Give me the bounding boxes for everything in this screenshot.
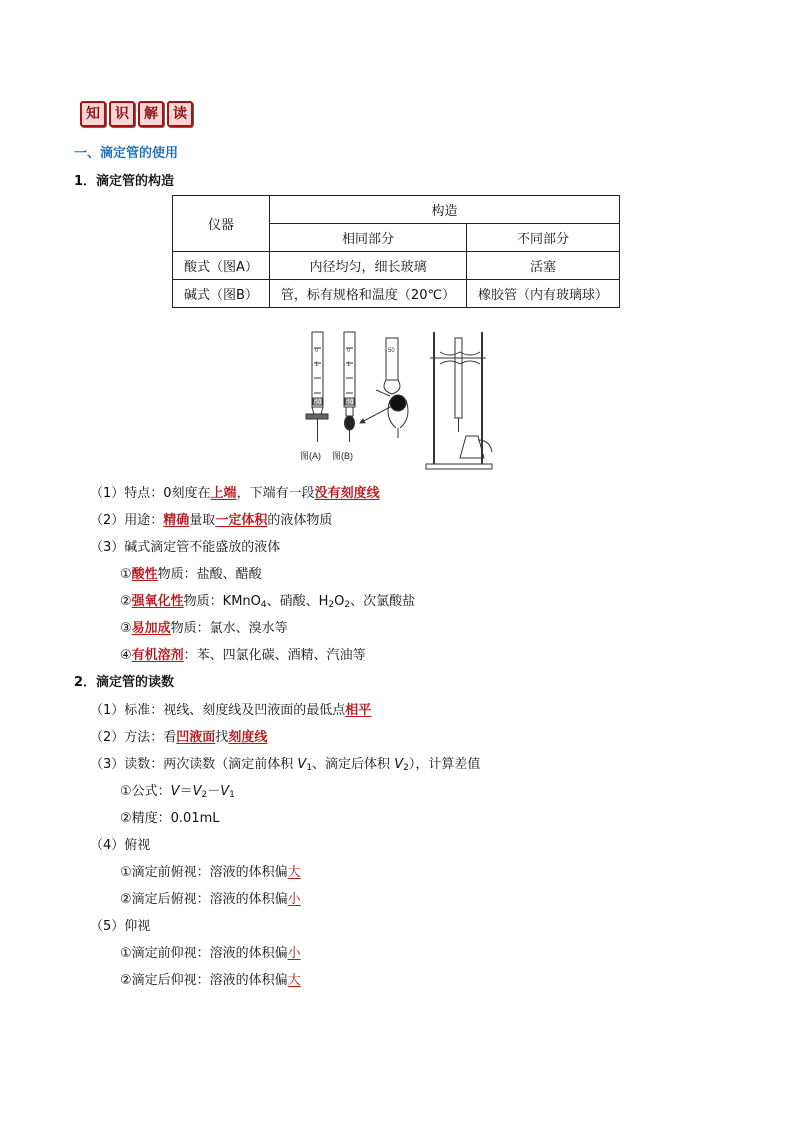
look-down-before: ①滴定前俯视：溶液的体积偏大: [120, 865, 301, 880]
formula-line: ①公式：$V=V_2-V_1$: [120, 784, 235, 800]
th-structure: 构造: [270, 196, 620, 224]
standard-line: （1）标准：视线、刻度线及凹液面的最低点相平: [90, 703, 372, 718]
burette-figure: [300, 328, 496, 473]
th-same: 相同部分: [270, 224, 467, 252]
badge-char: 识: [109, 101, 135, 127]
section-title: 一、滴定管的使用: [74, 146, 179, 161]
tick-label: 1: [347, 362, 351, 368]
reading-line: （3）读数：两次读数（滴定前体积 $V_1$、滴定后体积 $V_2$），计算差值: [90, 757, 481, 773]
same-line-2: 管，标有规格和温度（20℃）: [270, 280, 467, 308]
oxidizing-line: ②强氧化性物质：KMnO$_4$、硝酸、$H_2O_2$、次氯酸盐: [120, 594, 416, 610]
tick-label: 50: [345, 400, 352, 406]
stopcock-icon: [306, 414, 328, 419]
knowledge-badge: [80, 101, 193, 127]
tick-label: 1: [315, 362, 319, 368]
method-line: （2）方法：看凹液面找刻度线: [90, 730, 268, 745]
th-diff: 不同部分: [467, 224, 620, 252]
look-down-after: ②滴定后俯视：溶液的体积偏小: [120, 892, 301, 907]
glass-bead-icon: [390, 395, 406, 411]
row-acid-diff: 活塞: [467, 252, 620, 280]
look-up-heading: （5）仰视: [90, 919, 151, 934]
th-instrument: 仪器: [173, 196, 270, 252]
tick-label: 0: [315, 348, 319, 354]
acid-burette-tube-icon: [312, 332, 323, 407]
feature-line: （1）特点：0刻度在上端，下端有一段没有刻度线: [90, 486, 380, 501]
addition-line: ③易加成物质：氯水、溴水等: [120, 621, 288, 636]
structure-table: [172, 195, 620, 308]
precision-line: ②精度：0.01mL: [120, 811, 220, 826]
tick-label: 0: [347, 348, 351, 354]
rubber-tube-icon: [345, 416, 355, 430]
badge-char: 读: [167, 101, 193, 127]
look-up-after: ②滴定后仰视：溶液的体积偏大: [120, 973, 301, 988]
same-line-1: 内径均匀，细长玻璃: [270, 252, 467, 280]
look-down-heading: （4）俯视: [90, 838, 151, 853]
usage-line: （2）用途：精确量取一定体积的液体物质: [90, 513, 333, 528]
base-limit-line: （3）碱式滴定管不能盛放的液体: [90, 540, 281, 555]
row-base-diff: 橡胶管（内有玻璃球）: [467, 280, 620, 308]
acidic-line: ①酸性物质：盐酸、醋酸: [120, 567, 262, 582]
base-burette-tube-icon: [344, 332, 355, 407]
tick-label: 50: [313, 400, 320, 406]
conical-flask-icon: [460, 436, 484, 458]
row-acid-name: 酸式（图A）: [173, 252, 270, 280]
heading-structure: 1．滴定管的构造: [74, 174, 175, 189]
badge-char: 解: [138, 101, 164, 127]
figure-caption-b: 图(B): [332, 451, 353, 461]
badge-char: 知: [80, 101, 106, 127]
tick-label: 50: [388, 348, 395, 354]
row-base-name: 碱式（图B）: [173, 280, 270, 308]
look-up-before: ①滴定前仰视：溶液的体积偏小: [120, 946, 301, 961]
stand-base-icon: [426, 464, 492, 469]
figure-caption-a: 图(A): [300, 451, 321, 461]
solvent-line: ④有机溶剂：苯、四氯化碳、酒精、汽油等: [120, 648, 366, 663]
heading-reading: 2．滴定管的读数: [74, 675, 175, 690]
